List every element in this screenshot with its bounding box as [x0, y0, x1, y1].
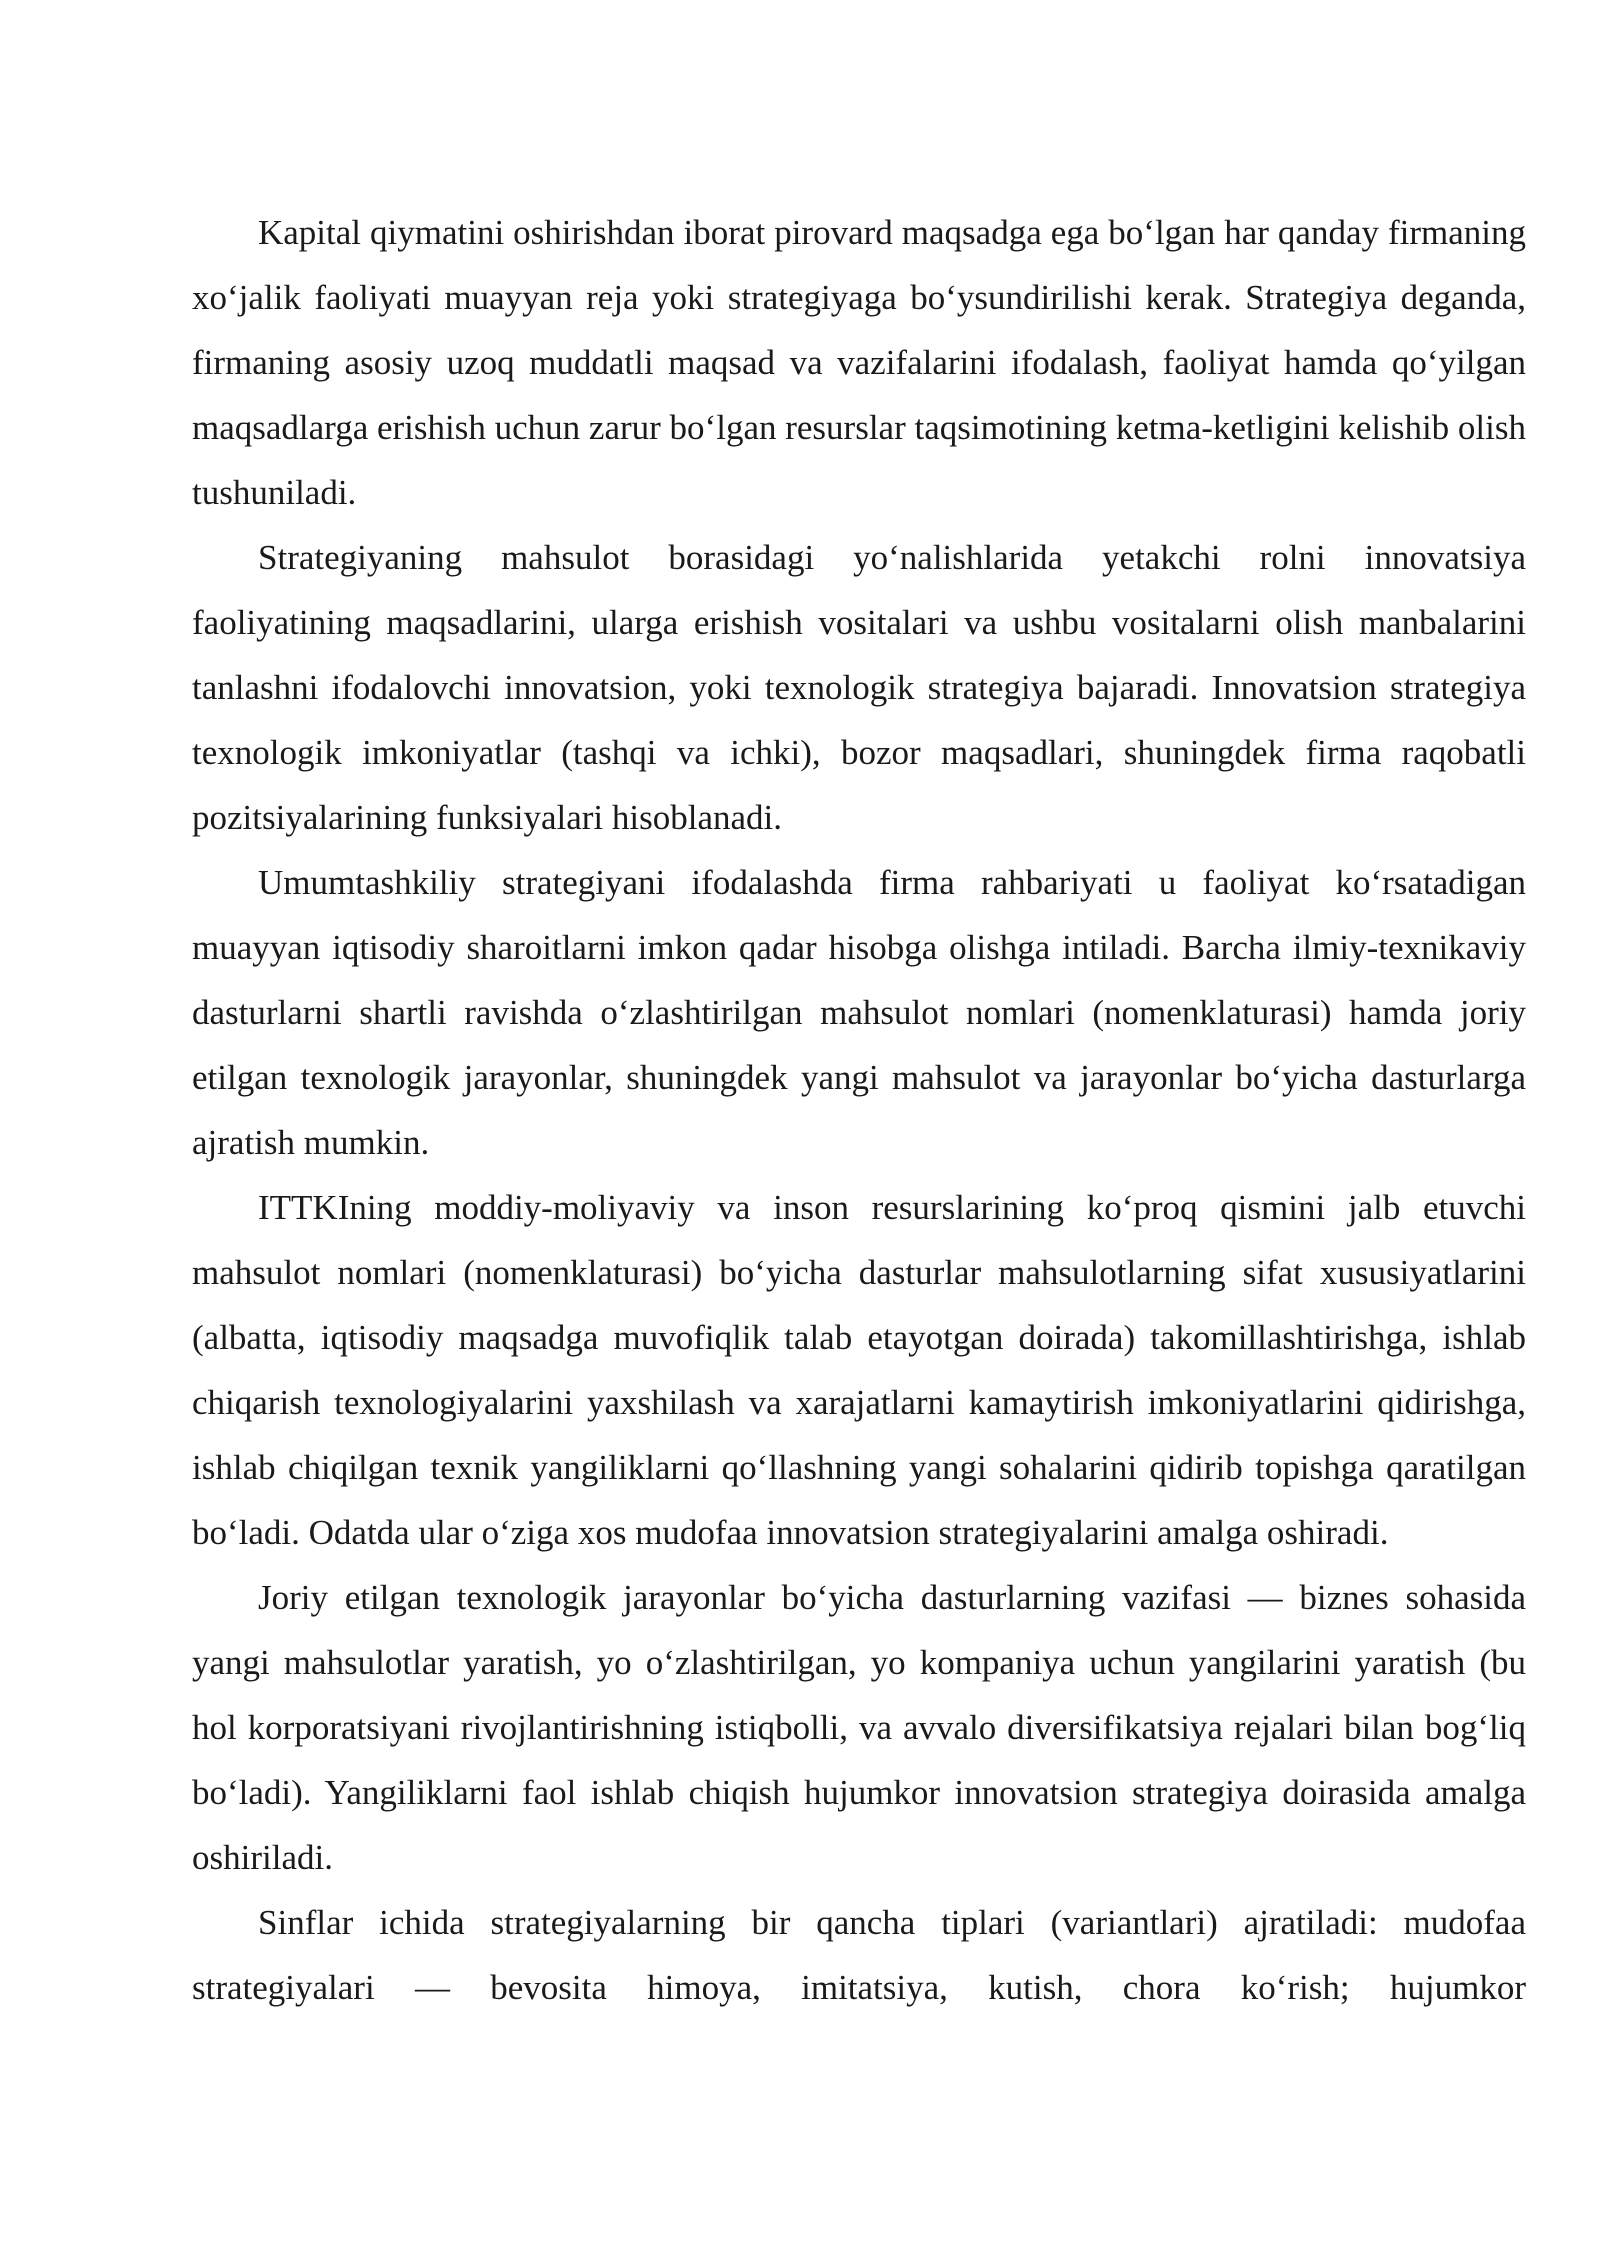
paragraph: Kapital qiymatini oshirishdan iborat pirovard maqsadga ega bo‘lgan har qanday firmaning xo‘jalik faoliyati muayyan reja yoki strategiyaga bo‘ysundirilishi kerak. Strategiya deganda, firmaning asosiy uzoq muddatli maqsad va vazifalarini ifodalash, faoliyat hamda qo‘yilgan maqsadlarga erishish uchun zarur bo‘lgan resurslar taqsimotining ketma-ketligini kelishib olish tushuniladi. [192, 213, 1526, 512]
paragraph: Sinflar ichida strategiyalarning bir qancha tiplari (variantlari) ajratiladi: mudofaa strategiyalari — bevosita himoya, imitatsiya, kutish, chora ko‘rish; hujumkor [192, 1903, 1526, 2007]
paragraph: Umumtashkiliy strategiyani ifodalashda firma rahbariyati u faoliyat ko‘rsatadigan muayyan iqtisodiy sharoitlarni imkon qadar hisobga olishga intiladi. Barcha ilmiy-texnikaviy dasturlarni shartli ravishda o‘zlashtirilgan mahsulot nomlari (nomenklaturasi) hamda joriy etilgan texnologik jarayonlar, shuningdek yangi mahsulot va jarayonlar bo‘yicha dasturlarga ajratish mumkin. [192, 863, 1526, 1162]
paragraph: Joriy etilgan texnologik jarayonlar bo‘yicha dasturlarning vazifasi — biznes sohasida yangi mahsulotlar yaratish, yo o‘zlashtirilgan, yo kompaniya uchun yangilarini yaratish (bu hol korporatsiyani rivojlantirishning istiqbolli, va avvalo diversifikatsiya rejalari bilan bog‘liq bo‘ladi). Yangiliklarni faol ishlab chiqish hujumkor innovatsion strategiya doirasida amalga oshiriladi. [192, 1578, 1526, 1877]
paragraph: ITTKIning moddiy-moliyaviy va inson resurslarining ko‘proq qismini jalb etuvchi mahsulot nomlari (nomenklaturasi) bo‘yicha dasturlar mahsulotlarning sifat xususiyatlarini (albatta, iqtisodiy maqsadga muvofiqlik talab etayotgan doirada) takomillashtirishga, ishlab chiqarish texnologiyalarini yaxshilash va xarajatlarni kamaytirish imkoniyatlarini qidirishga, ishlab chiqilgan texnik yangiliklarni qo‘llashning yangi sohalarini qidirib topishga qaratilgan bo‘ladi. Odatda ular o‘ziga xos mudofaa innovatsion strategiyalarini amalga oshiradi. [192, 1188, 1526, 1552]
paragraph: Strategiyaning mahsulot borasidagi yo‘nalishlarida yetakchi rolni innovatsiya faoliyatining maqsadlarini, ularga erishish vositalari va ushbu vositalarni olish manbalarini tanlashni ifodalovchi innovatsion, yoki texnologik strategiya bajaradi. Innovatsion strategiya texnologik imkoniyatlar (tashqi va ichki), bozor maqsadlari, shuningdek firma raqobatli pozitsiyalarining funksiyalari hisoblanadi. [192, 538, 1526, 837]
document-body [192, 200, 1526, 2020]
